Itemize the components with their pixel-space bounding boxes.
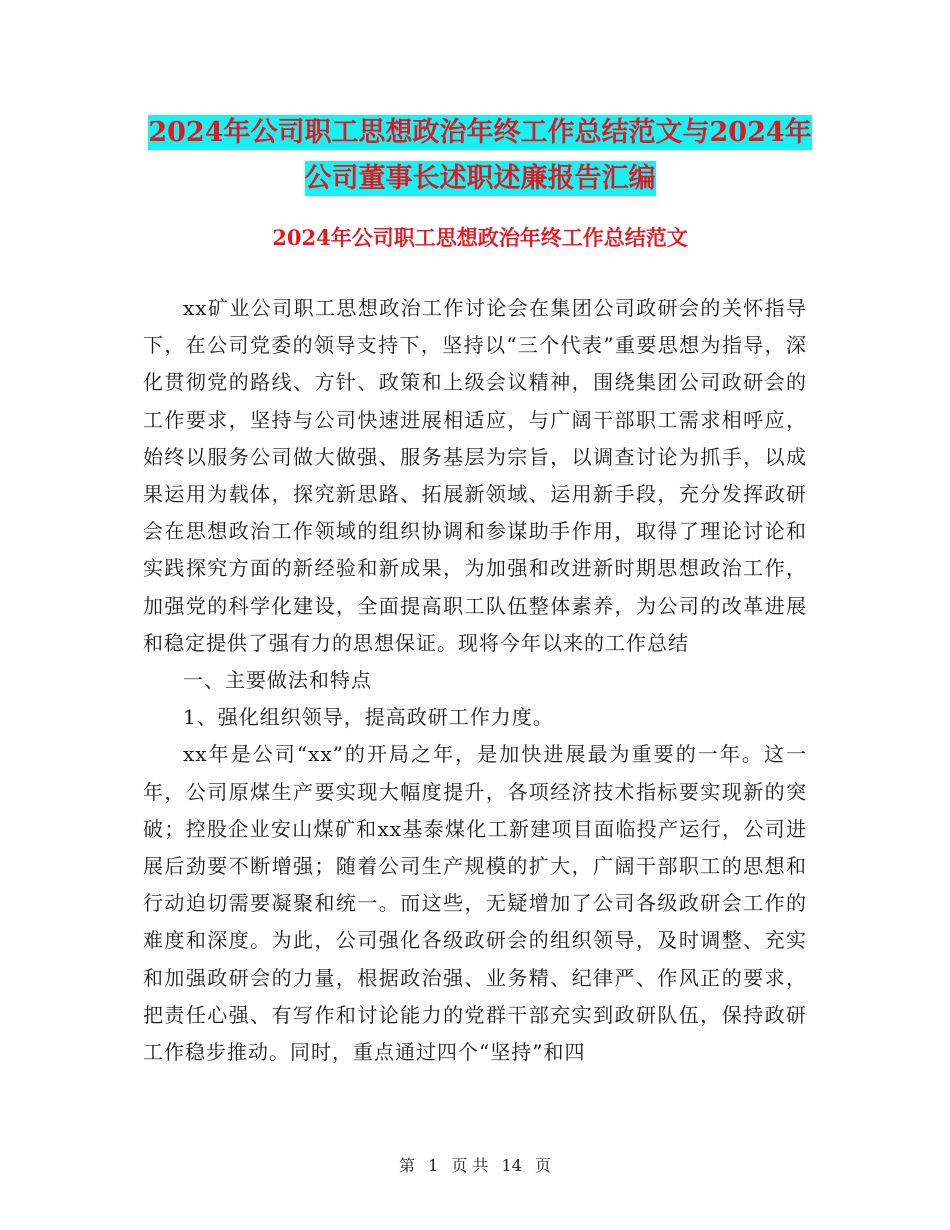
- document-main-title: [140, 110, 820, 202]
- footer-mid: 页 共: [451, 1156, 489, 1175]
- main-title-line-2: 公司董事长述职述廉报告汇编: [304, 163, 656, 194]
- footer-page-number: 1: [428, 1156, 439, 1175]
- document-body: [143, 290, 807, 1071]
- paragraph-year-overview: xx年是公司“xx”的开局之年，是加快进展最为重要的一年。这一年，公司原煤生产要实现大幅度提升，各项经济技术指标要实现新的突破；控股企业安山煤矿和xx基泰煤化工新建项目面临投产运行，公司进展后劲要不断增强；随着公司生产规模的扩大，广阔干部职工的思想和行动迫切需要凝聚和统一。而这些，无疑增加了公司各级政研会工作的难度和深度。为此，公司强化各级政研会的组织领导，及时调整、充实和加强政研会的力量，根据政治强、业务精、纪律严、作风正的要求，把责任心强、有写作和讨论能力的党群干部充实到政研队伍，保持政研工作稳步推动。同时，重点通过四个“坚持”和四: [143, 742, 807, 1065]
- heading-main-practices: 一、主要做法和特点: [183, 668, 372, 693]
- page-footer: [0, 1153, 950, 1176]
- footer-suffix: 页: [535, 1156, 552, 1175]
- paragraph-intro: xx矿业公司职工思想政治工作讨论会在集团公司政研会的关怀指导下，在公司党委的领导支持下，坚持以“三个代表”重要思想为指导，深化贯彻党的路线、方针、政策和上级会议精神，围绕集团公司政研会的工作要求，坚持与公司快速进展相适应，与广阔干部职工需求相呼应，始终以服务公司做大做强、服务基层为宗旨，以调查讨论为抓手，以成果运用为载体，探究新思路、拓展新领域、运用新手段，充分发挥政研会在思想政治工作领域的组织协调和参谋助手作用，取得了理论讨论和实践探究方面的新经验和新成果，为加强和改进新时期思想政治工作，加强党的科学化建设，全面提高职工队伍整体素养，为公司的改革进展和稳定提供了强有力的思想保证。现将今年以来的工作总结: [143, 296, 807, 655]
- footer-total-pages: 14: [501, 1156, 522, 1175]
- footer-prefix: 第: [398, 1156, 415, 1175]
- main-title-line-1: 2024年公司职工思想政治年终工作总结范文与2024年: [148, 117, 812, 148]
- section-title: 2024年公司职工思想政治年终工作总结范文: [272, 225, 688, 250]
- heading-organization: 1、强化组织领导，提高政研工作力度。: [183, 705, 554, 730]
